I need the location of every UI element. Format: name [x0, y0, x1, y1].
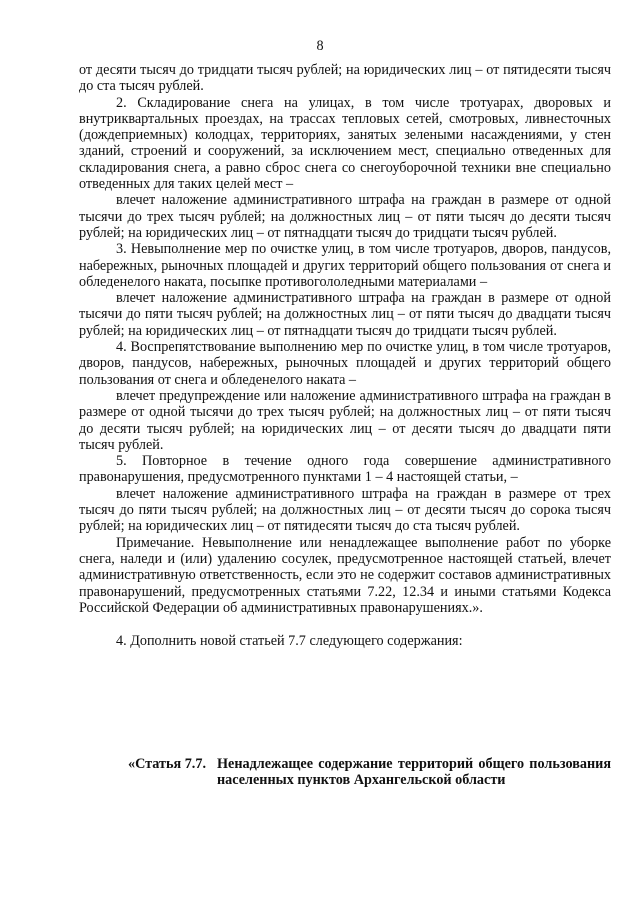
paragraph: 4. Воспрепятствование выполнению мер по очистке улиц, в том числе тротуаров, дворов, пандусов, набережных, рыночных площадей и других территорий общего пользования от снега и обледенелого наката – [79, 339, 611, 388]
paragraph: 2. Складирование снега на улицах, в том числе тротуарах, дворовых и внутриквартальных проездах, на трассах тепловых сетей, смотровых, ливнесточных (дождеприемных) колодцах, территориях, занятых зелеными насаждениями, у стен зданий, строений и сооружений, за исключением мест, специально отведенных для складирования снега, а равно сброс снега со снегоуборочной техники вне специально отведенных для таких целей мест – [79, 94, 611, 193]
article-title: Ненадлежащее содержание территорий общего пользования населенных пунктов Архангельской области [217, 756, 611, 789]
paragraph: 3. Невыполнение мер по очистке улиц, в том числе тротуаров, дворов, пандусов, набережных, рыночных площадей и других территорий общего пользования от снега и обледенелого наката, посыпке противогололедными материалами – [79, 241, 611, 290]
document-body [79, 62, 611, 649]
page-number: 8 [316, 38, 324, 54]
paragraph: влечет наложение административного штрафа на граждан в размере от одной тысячи до трех тысяч рублей; на должностных лиц – от пяти тысяч до десяти тысяч рублей; на юридических лиц – от пятнадцати тысяч до тридцати тысяч рублей. [79, 192, 611, 241]
spacer [79, 616, 611, 633]
paragraph: влечет предупреждение или наложение административного штрафа на граждан в размере от одной тысячи до трех тысяч рублей; на должностных лиц – от пяти тысяч до десяти тысяч рублей; на юридических лиц – от десяти тысяч до двадцати пяти тысяч рублей. [79, 387, 611, 453]
amendment-item: 4. Дополнить новой статьей 7.7 следующего содержания: [116, 633, 463, 650]
paragraph: 5. Повторное в течение одного года совершение административного правонарушения, предусмотренного пунктами 1 – 4 настоящей статьи, – [79, 453, 611, 486]
paragraph: влечет наложение административного штрафа на граждан в размере от одной тысячи до пяти тысяч рублей; на должностных лиц – от пяти тысяч до двадцати тысяч рублей; на юридических лиц – от пятнадцати тысяч до тридцати тысяч рублей. [79, 290, 611, 339]
article-heading [79, 756, 611, 789]
note-paragraph: Примечание. Невыполнение или ненадлежащее выполнение работ по уборке снега, наледи и (или) удалению сосулек, предусмотренное настоящей статьей, влечет административную ответственность, если это не содержит составов административных правонарушений, предусмотренных статьями 7.22, 12.34 и иными статьями Кодекса Российской Федерации об административных правонарушениях.». [79, 534, 611, 616]
paragraph: от десяти тысяч до тридцати тысяч рублей; на юридических лиц – от пятидесяти тысяч до ста тысяч рублей. [79, 62, 611, 95]
article-number: «Статья 7.7. [128, 756, 206, 772]
paragraph: влечет наложение административного штрафа на граждан в размере от трех тысяч до пяти тысяч рублей; на должностных лиц – от десяти тысяч до сорока тысяч рублей; на юридических лиц – от пятидесяти тысяч до ста тысяч рублей. [79, 485, 611, 535]
